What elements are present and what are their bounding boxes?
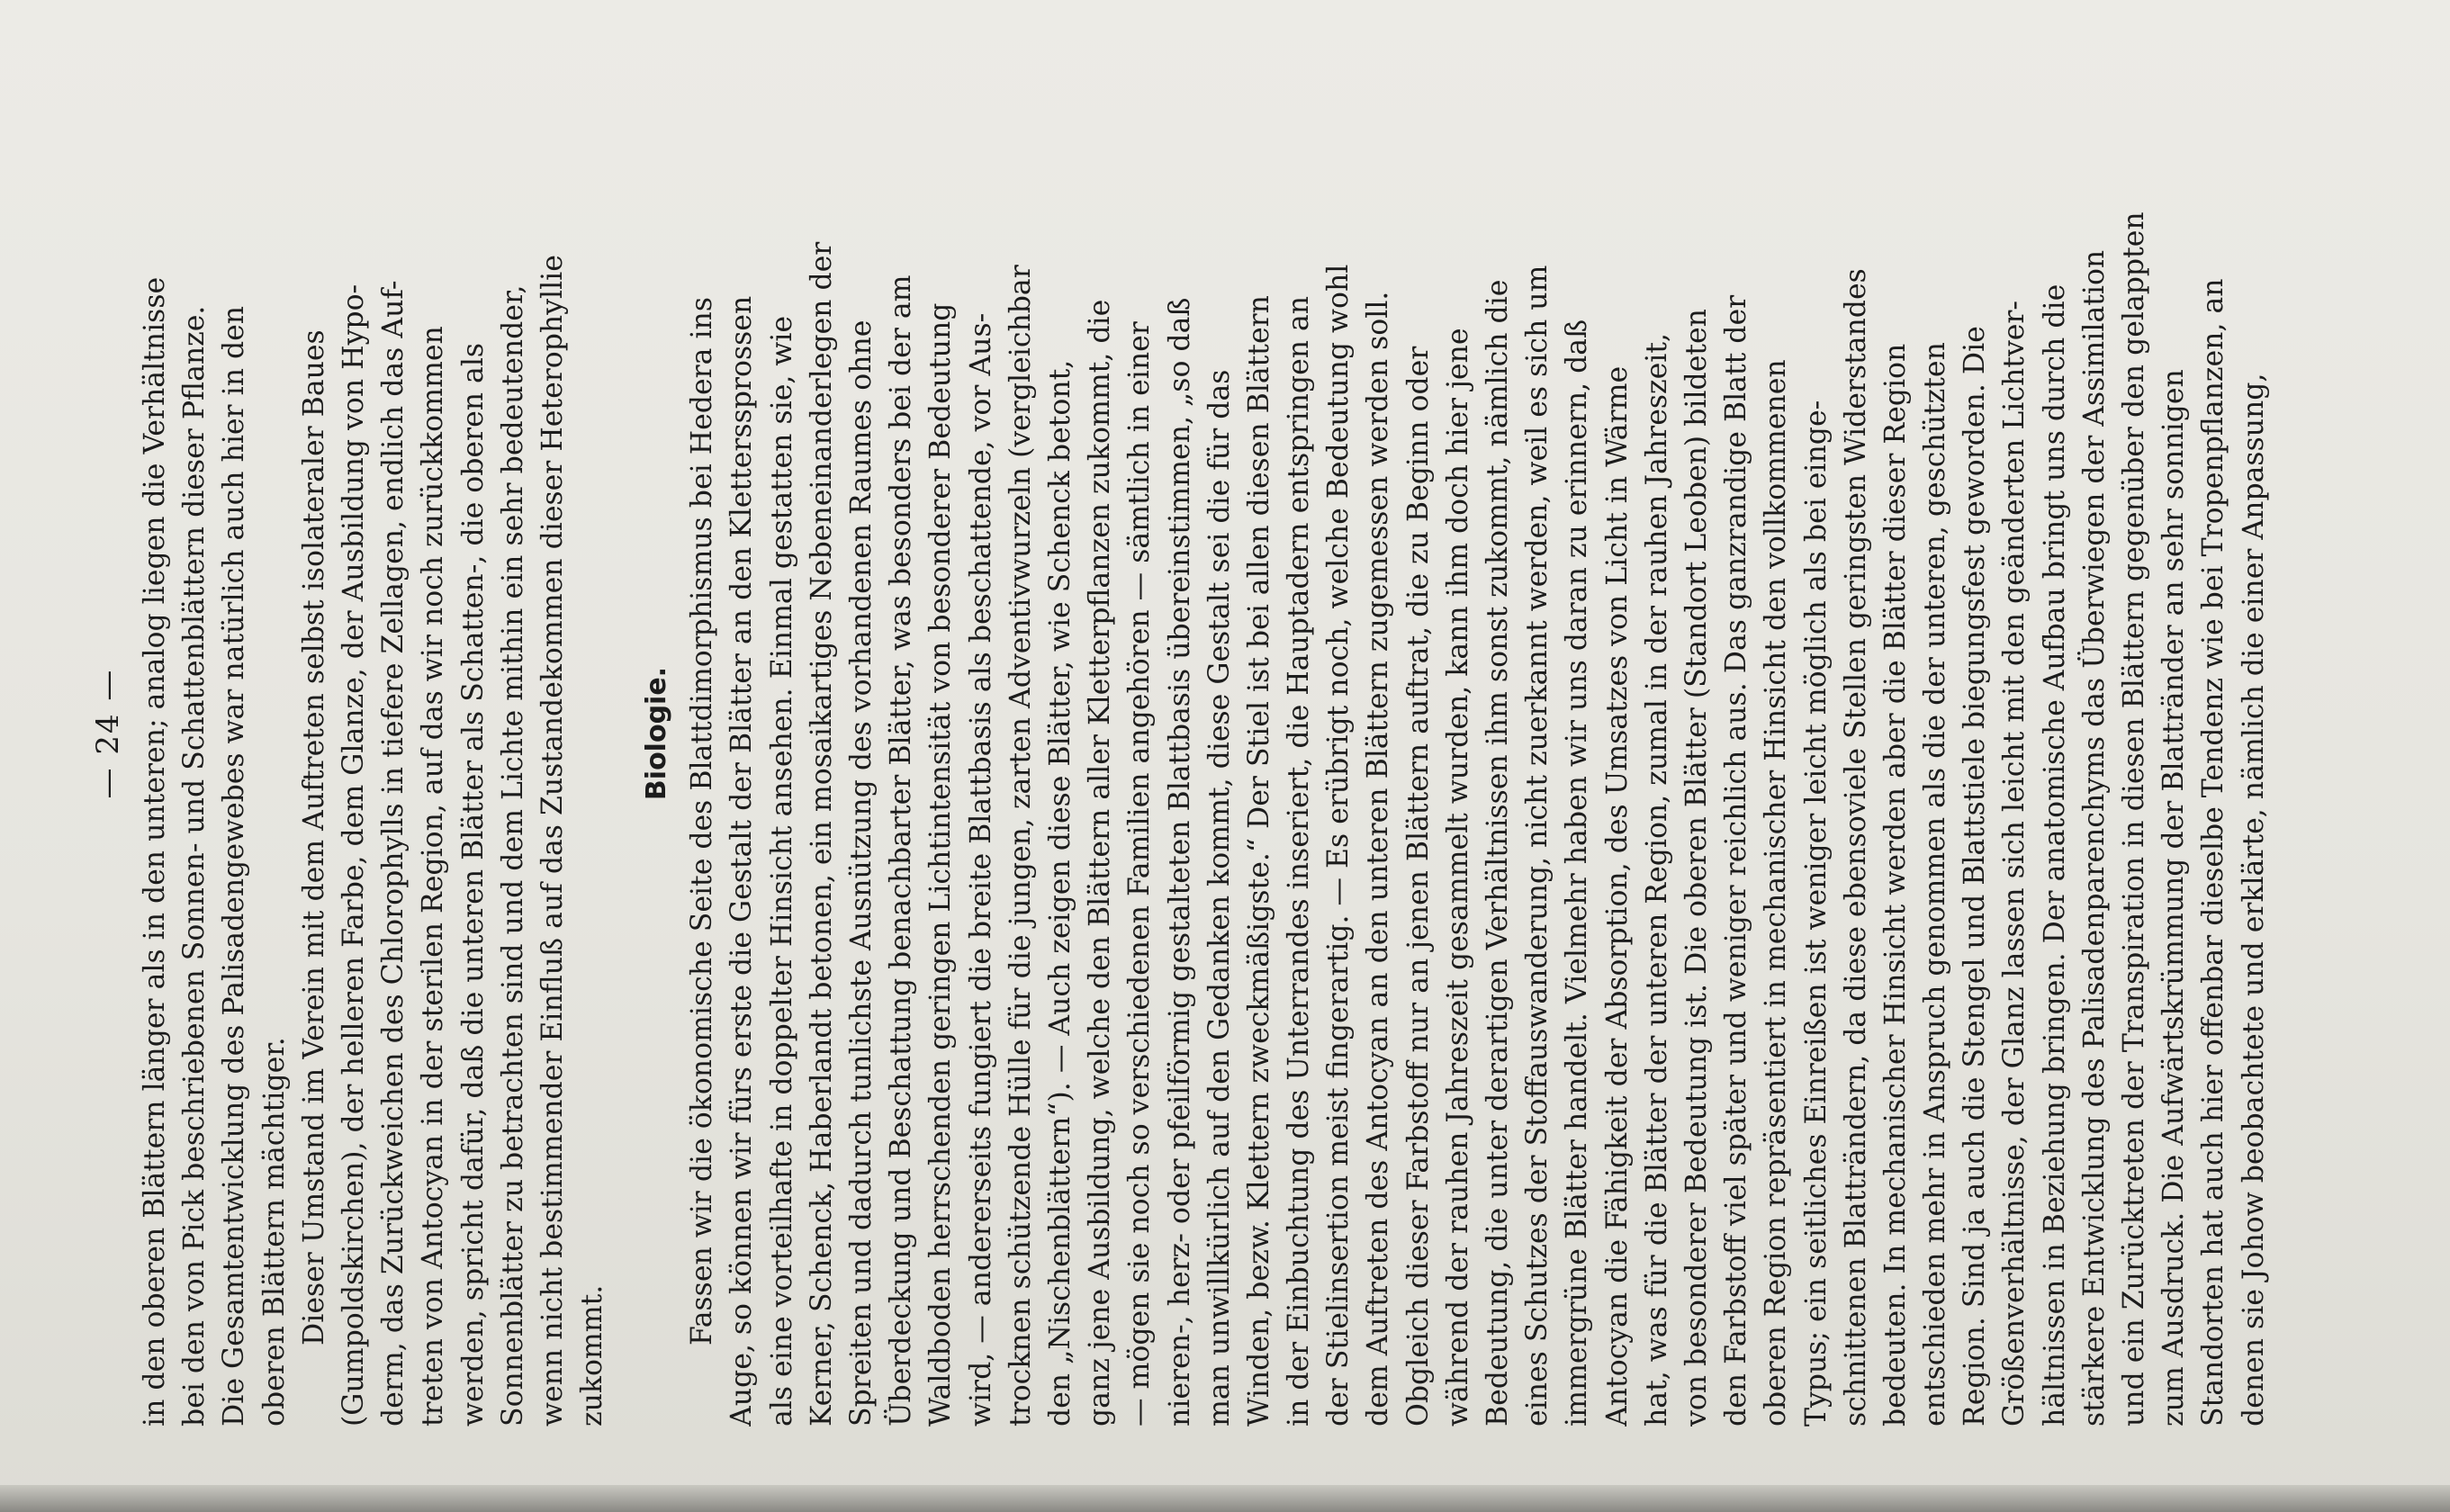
section-heading: Biologie. — [641, 666, 673, 801]
text-line: Kerner, Schenck, Haberlandt betonen, ein mosaikartiges Nebeneinanderlegen der — [805, 241, 838, 1426]
text-line: immergrüne Blätter handelt. Vielmehr haben wir uns daran zu erinnern, daß — [1561, 319, 1594, 1426]
text-line: wird, — andererseits fungiert die breite Blattbasis als beschattende, vor Aus- — [964, 312, 997, 1426]
text-line: Größenverhältnisse, der Glanz lassen sich leicht mit den geänderten Lichtver- — [1998, 300, 2031, 1426]
text-line: stärkere Entwicklung des Palisadenparenchyms das Überwiegen der Assimilation — [2077, 249, 2111, 1426]
text-line: Spreiten und dadurch tunlichste Ausnützung des vorhandenen Raumes ohne — [845, 320, 878, 1426]
scan-edge-shadow — [0, 1485, 2450, 1512]
text-line: und ein Zurücktreten der Transpiration in diesen Blättern gegenüber den gelappten — [2118, 212, 2150, 1426]
text-line: Die Gesamtentwicklung des Palisadengewebes war natürlich auch hier in den — [218, 305, 251, 1426]
text-line: zum Ausdruck. Die Aufwärtskrümmung der Blattränder an sehr sonnigen — [2157, 369, 2191, 1426]
text-line: Antocyan die Fähigkeit der Absorption, des Umsatzes von Licht in Wärme — [1600, 365, 1634, 1426]
text-line: — mögen sie noch so verschiedenen Familien angehören — sämtlich in einer — [1123, 321, 1157, 1426]
text-line: der Stielinsertion meist fingerartig. — Es erübrigt noch, welche Bedeutung wohl — [1322, 264, 1356, 1426]
text-line: den „Nischenblättern“). — Auch zeigen diese Blätter, wie Schenck betont, — [1043, 359, 1076, 1426]
text-line: Winden, bezw. Klettern zweckmäßigste.“ Der Stiel ist bei allen diesen Blättern — [1242, 295, 1275, 1426]
text-line: Auge, so können wir fürs erste die Gestalt der Blätter an den Kletterssprossen — [725, 295, 759, 1426]
text-line: eines Schutzes der Stoffauswanderung, nicht zuerkannt werden, weil es sich um — [1521, 265, 1554, 1426]
text-line: Sonnenblätter zu betrachten sind und dem Lichte mithin ein sehr bedeutender, — [496, 284, 529, 1426]
paragraph-3 — [682, 40, 2274, 1426]
text-line: hältnissen in Beziehung bringen. Der anatomische Aufbau bringt uns durch die — [2038, 284, 2071, 1426]
text-line: schnittenen Blatträndern, da diese ebensoviele Stellen geringsten Widerstandes — [1839, 268, 1872, 1426]
text-line: von besonderer Bedeutung ist. Die oberen Blätter (Standort Leoben) bildeten — [1680, 309, 1713, 1426]
text-line: Fassen wir die ökonomische Seite des Blattdimorphismus bei Hedera ins — [686, 297, 719, 1346]
text-line: hat, was für die Blätter der unteren Region, zumal in der rauhen Jahreszeit, — [1640, 332, 1673, 1426]
text-line: bei den von Pick beschriebenen Sonnen- und Schattenblättern dieser Pflanze. — [178, 305, 212, 1426]
text-line: Überdeckung und Beschattung benachbarter Blätter, was besonders bei der am — [885, 274, 918, 1426]
text-line: oberen Region repräsentiert in mechanischer Hinsicht den vollkommenen — [1760, 359, 1793, 1426]
text-line: Typus; ein seitliches Einreißen ist weniger leicht möglich als bei einge- — [1799, 400, 1833, 1426]
text-line: Waldboden herrschenden geringen Lichtintensität von besonderer Bedeutung — [924, 302, 958, 1426]
text-line: derm, das Zurückweichen des Chlorophylls in tiefere Zellagen, endlich das Auf- — [377, 280, 410, 1426]
text-line: in den oberen Blättern länger als in den unteren; analog liegen die Verhältnisse — [139, 276, 171, 1426]
text-line: ganz jene Ausbildung, welche den Blättern aller Kletterpflanzen zukommt, die — [1084, 299, 1117, 1426]
text-line: nieren-, herz- oder pfeilförmig gestalteten Blattbasis übereinstimmen, „so daß — [1163, 297, 1196, 1426]
text-line: während der rauhen Jahreszeit gesammelt wurden, kann ihm doch hier jene — [1441, 328, 1474, 1426]
paragraph-1 — [135, 40, 294, 1426]
book-page — [90, 40, 2304, 1426]
text-line: in der Einbuchtung des Unterrandes inseriert, die Hauptadern entspringen an — [1283, 295, 1316, 1426]
text-line: werden, spricht dafür, daß die unteren Blätter als Schatten-, die oberen als — [456, 342, 490, 1426]
text-line: bedeuten. In mechanischer Hinsicht werden aber die Blätter dieser Region — [1878, 343, 1912, 1426]
text-line: entschieden mehr in Anspruch genommen als die der unteren, geschützten — [1919, 342, 1952, 1426]
text-line: wenn nicht bestimmender Einfluß auf das Zustandekommen dieser Heterophyllie — [536, 255, 569, 1426]
text-line: als eine vorteilhafte in doppelter Hinsicht ansehen. Einmal gestatten sie, wie — [765, 315, 798, 1426]
text-line: Region. Sind ja auch die Stengel und Blattstiele biegungsfest geworden. Die — [1959, 326, 1992, 1426]
text-line: oberen Blättern mächtiger. — [257, 1037, 291, 1426]
text-line: Bedeutung, die unter derartigen Verhältnissen ihm sonst zukommt, nämlich die — [1482, 279, 1514, 1426]
text-line: Dieser Umstand im Verein mit dem Auftreten selbst isolateraler Baues — [297, 329, 330, 1346]
page-number: — 24 — — [90, 668, 126, 799]
text-line: dem Auftreten des Antocyan an den unteren Blättern zugemessen werden soll. — [1362, 291, 1395, 1426]
text-line: (Gumpoldskirchen), der helleren Farbe, dem Glanze, der Ausbildung von Hypo- — [337, 284, 370, 1426]
text-line: Obgleich dieser Farbstoff nur an jenen Blättern auftrat, die zu Beginn oder — [1401, 346, 1435, 1426]
text-line: zukommt. — [576, 1284, 609, 1426]
text-line: denen sie Johow beobachtete und erklärte, nämlich die einer Anpassung, — [2237, 373, 2270, 1426]
text-line: trocknen schützende Hülle für die jungen, zarten Adventivwurzeln (vergleichbar — [1004, 265, 1037, 1426]
text-line: treten von Antocyan in der sterilen Region, auf das wir noch zurückkommen — [417, 326, 450, 1426]
text-line: Standorten hat auch hier offenbar dieselbe Tendenz wie bei Tropenpflanzen, an — [2197, 278, 2230, 1426]
text-line: den Farbstoff viel später und weniger reichlich aus. Das ganzrandige Blatt der — [1720, 294, 1753, 1426]
text-line: man unwillkürlich auf den Gedanken kommt, diese Gestalt sei die für das — [1202, 369, 1236, 1426]
paragraph-2 — [294, 40, 613, 1426]
